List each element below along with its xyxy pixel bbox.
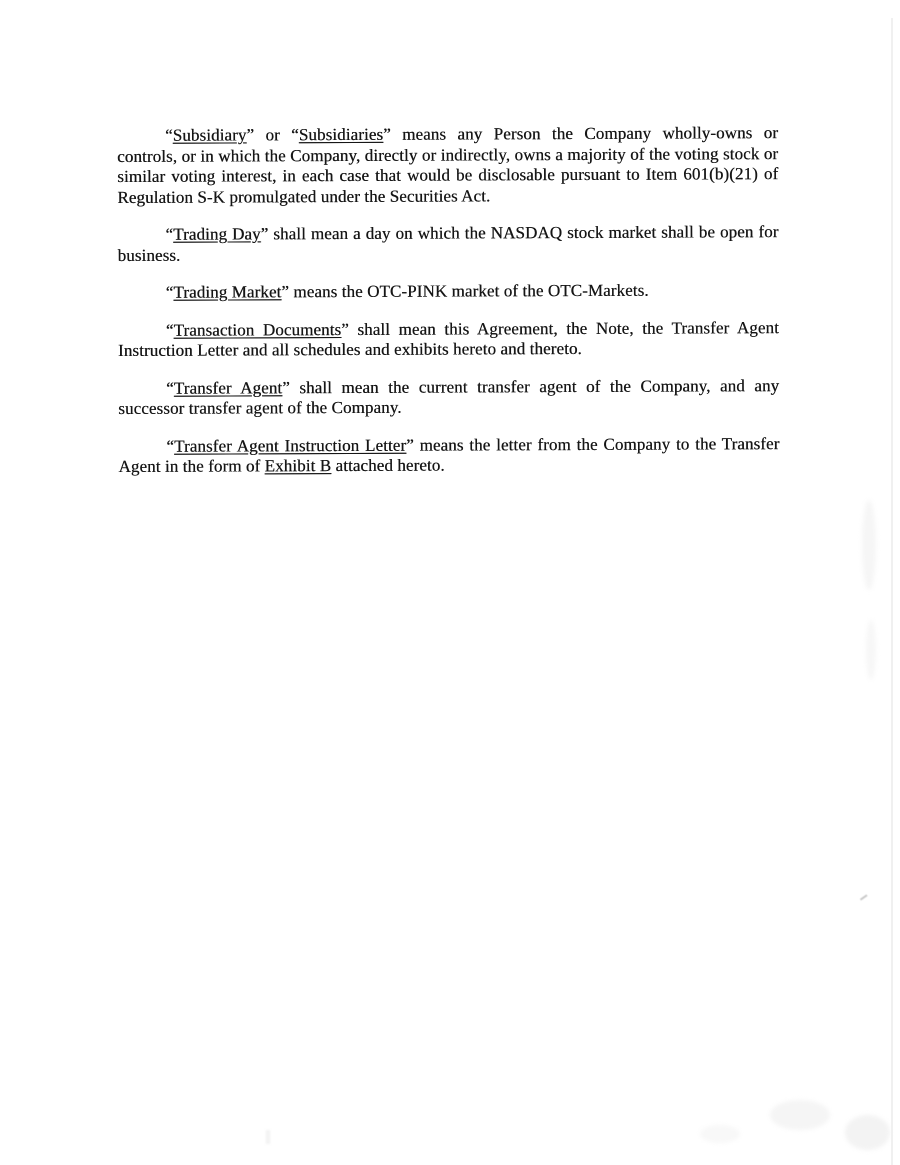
scan-smudge xyxy=(700,1125,740,1143)
document-text-block xyxy=(117,123,780,494)
paragraph-definition-transaction-documents xyxy=(118,318,779,362)
scan-smudge xyxy=(845,1115,890,1150)
text-segment: ” shall mean this Agreement, the Note, the Transfer Agent Instruction Letter and all schedules and exhibits hereto and thereto. xyxy=(117,317,779,360)
text-segment: ” means the OTC-PINK market of the OTC-Markets. xyxy=(281,280,649,302)
defined-term-subsidiary: Subsidiary xyxy=(172,125,247,145)
open-quote: “ xyxy=(165,224,174,244)
text-segment: attached hereto. xyxy=(331,455,445,476)
open-quote: “ xyxy=(164,125,173,145)
text-segment: ” means the letter from the Company to the Transfer Agent in the form of xyxy=(118,433,780,476)
defined-term-trading-day: Trading Day xyxy=(173,224,261,244)
text-segment: ” or “ xyxy=(246,125,299,145)
scan-smudge xyxy=(770,1100,830,1130)
paragraph-definition-transfer-agent xyxy=(118,376,779,420)
defined-term-transaction-documents: Transaction Documents xyxy=(173,319,342,340)
open-quote: “ xyxy=(165,320,174,340)
open-quote: “ xyxy=(166,378,174,398)
paragraph-definition-trading-day xyxy=(117,222,778,266)
defined-term-transfer-agent-instruction-letter: Transfer Agent Instruction Letter xyxy=(174,435,407,456)
open-quote: “ xyxy=(165,282,174,302)
scan-smudge xyxy=(862,500,876,590)
scan-edge-line xyxy=(891,18,893,1165)
text-segment: ” shall mean a day on which the NASDAQ stock market shall be open for business. xyxy=(117,222,779,265)
scan-smudge xyxy=(866,620,876,680)
defined-term-transfer-agent: Transfer Agent xyxy=(173,377,283,398)
text-segment: ” means any Person the Company wholly-owns or controls, or in which the Company, directly or indirectly, owns a majority of the voting stock or similar voting interest, in each case that would be disclosable pursuant to Item 601(b)(21) of Regulation S-K promulgated under the Securities Act. xyxy=(117,123,779,207)
defined-term-trading-market: Trading Market xyxy=(173,282,282,302)
text-segment: ” shall mean the current transfer agent of the Company, and any successor transfer agent of the Company. xyxy=(118,375,780,418)
paragraph-definition-transfer-agent-instruction-letter xyxy=(118,434,779,478)
open-quote: “ xyxy=(166,436,175,456)
paragraph-definition-trading-market xyxy=(118,280,779,303)
scan-speck xyxy=(266,1130,270,1144)
exhibit-b-reference: Exhibit B xyxy=(264,456,332,476)
paragraph-definition-subsidiary xyxy=(117,123,778,208)
defined-term-subsidiaries: Subsidiaries xyxy=(298,124,384,145)
scan-pen-mark xyxy=(856,889,867,900)
